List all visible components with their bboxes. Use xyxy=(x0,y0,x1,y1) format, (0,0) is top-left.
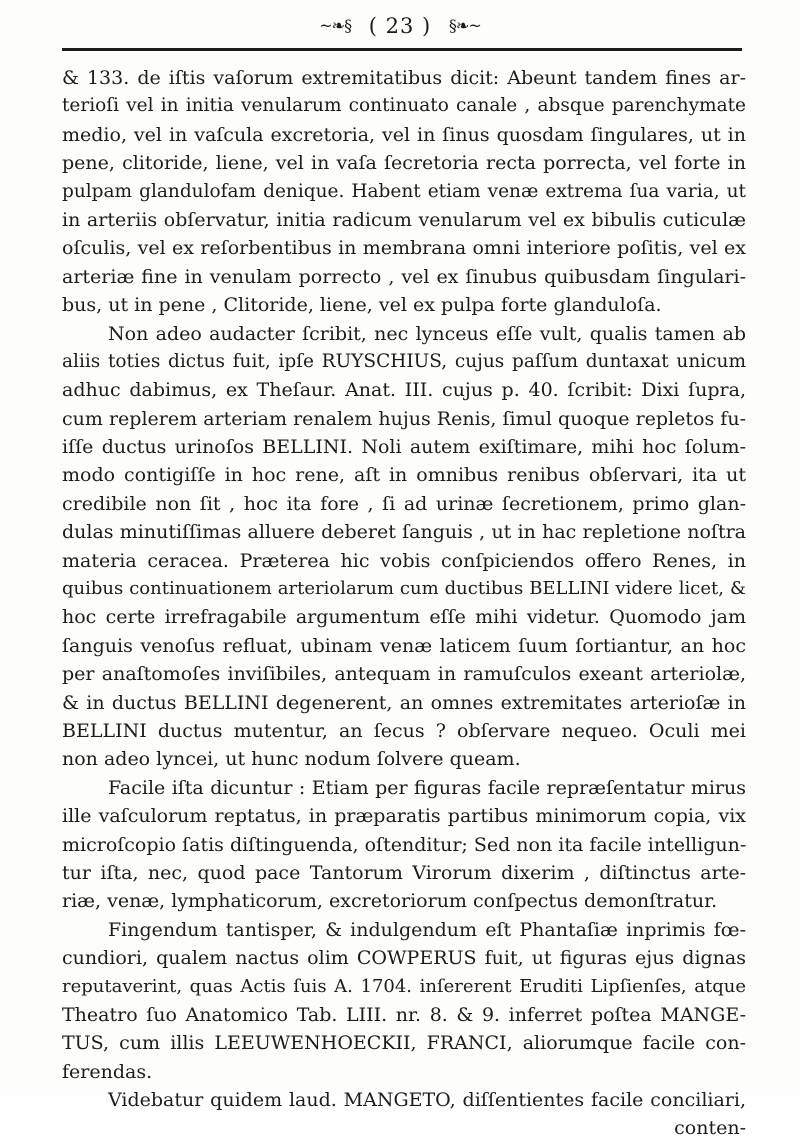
text-line: aliis toties dictus fuit, ipſe RUYSCHIUS, cujus paſſum duntaxat unicum xyxy=(62,350,746,372)
body-text xyxy=(62,64,746,1143)
text-line: modo contigiſſe in hoc rene, aſt in omnibus renibus obſervari, ita ut xyxy=(62,464,746,487)
text-line: medio, vel in vaſcula excretoria, vel in ſinus quosdam ſingulares, ut in xyxy=(62,123,746,146)
text-line: materia ceracea. Præterea hic vobis conſpiciendos offero Renes, in xyxy=(62,549,746,572)
text-line: Videbatur quidem laud. MANGETO, diſſentientes facile conciliari, xyxy=(108,1089,746,1112)
text-line: bus, ut in pene , Clitoride, liene, vel ex pulpa forte glanduloſa. xyxy=(62,294,662,317)
text-line: Facile iſta dicuntur : Etiam per figuras facile repræſentatur mirus xyxy=(108,776,746,799)
catchword: conten- xyxy=(674,1117,746,1140)
text-line: oſculis, vel ex reſorbentibus in membrana omni interiore poſitis, vel ex xyxy=(62,237,746,260)
text-line: tur iſta, nec, quod pace Tantorum Virorum dixerim , diſtinctus arte- xyxy=(62,861,746,884)
text-line: non adeo lyncei, ut hunc nodum ſolvere queam. xyxy=(62,748,521,771)
text-line: ille vaſculorum reptatus, in præparatis partibus minimorum copia, vix xyxy=(62,805,746,828)
text-line: ferendas. xyxy=(62,1060,153,1083)
text-line: hoc certe irrefragabile argumentum eſſe mihi videtur. Quomodo jam xyxy=(62,606,746,629)
text-line: iſſe ductus urinoſos BELLINI. Noli autem exiſtimare, mihi hoc ſolum- xyxy=(62,436,746,459)
text-line: Fingendum tantisper, & indulgendum eſt Phantaſiæ inprimis fœ- xyxy=(108,918,746,941)
text-line: reputaverint, quas Actis ſuis A. 1704. inſererent Eruditi Lipſienſes, atque xyxy=(62,975,746,997)
page-header xyxy=(0,12,800,38)
text-line: quibus continuationem arteriolarum cum ductibus BELLINI videre licet, & xyxy=(62,578,746,600)
text-line: riæ, venæ, lymphaticorum, excretoriorum conſpectus demonſtratur. xyxy=(62,890,718,913)
text-line: terioſi vel in initia venularum continuato canale , absque parenchymate xyxy=(62,95,746,117)
text-line: TUS, cum illis LEEUWENHOECKII, FRANCI, aliorumque facile con- xyxy=(62,1032,746,1055)
text-line: pulpam glandulofam denique. Habent etiam venæ extrema ſua varia, ut xyxy=(62,180,746,202)
text-line: credibile non ſit , hoc ita fore , ſi ad urinæ ſecretionem, primo glan- xyxy=(62,492,746,515)
right-ornament-icon: §❧~ xyxy=(448,16,481,35)
page-number: ( 23 ) xyxy=(368,13,432,38)
text-line: Theatro ſuo Anatomico Tab. LIII. nr. 8. & 9. inferret poſtea MANGE- xyxy=(62,1003,746,1026)
text-line: adhuc dabimus, ex Theſaur. Anat. III. cujus p. 40. ſcribit: Dixi ſupra, xyxy=(62,379,746,402)
text-line: cundiori, qualem nactus olim COWPERUS fuit, ut figuras ejus dignas xyxy=(62,947,746,970)
text-line: arteriæ fine in venulam porrecto , vel ex ſinubus quibusdam ſingulari- xyxy=(62,265,746,288)
text-line: & 133. de iſtis vaſorum extremitatibus dicit: Abeunt tandem fines ar- xyxy=(62,67,746,89)
text-line: BELLINI ductus mutentur, an ſecus ? obſervare nequeo. Oculi mei xyxy=(62,719,746,742)
text-line: Non adeo audacter ſcribit, nec lynceus eſſe vult, qualis tamen ab xyxy=(108,322,746,345)
text-line: in arteriis obſervatur, initia radicum venularum vel ex bibulis cuticulæ xyxy=(62,208,746,231)
text-line: dulas minutiſſimas alluere deberet ſanguis , ut in hac repletione noſtra xyxy=(62,521,746,544)
text-line: cum replerem arteriam renalem hujus Renis, ſimul quoque repletos fu- xyxy=(62,407,746,430)
header-rule xyxy=(62,48,742,51)
text-line: per anaſtomoſes inviſibiles, antequam in ramuſculos exeant arteriolæ, xyxy=(62,663,746,686)
text-line: pene, clitoride, liene, vel in vaſa ſecretoria recta porrecta, vel forte in xyxy=(62,152,746,175)
text-line: & in ductus BELLINI degenerent, an omnes extremitates arterioſæ in xyxy=(62,691,746,714)
text-line: microſcopio ſatis diſtinguenda, oſtenditur; Sed non ita facile intelligun- xyxy=(62,833,746,856)
text-line: ſanguis venoſus refluat, ubinam venæ laticem ſuum ſortiantur, an hoc xyxy=(62,634,746,657)
left-ornament-icon: ~❧§ xyxy=(319,16,352,35)
